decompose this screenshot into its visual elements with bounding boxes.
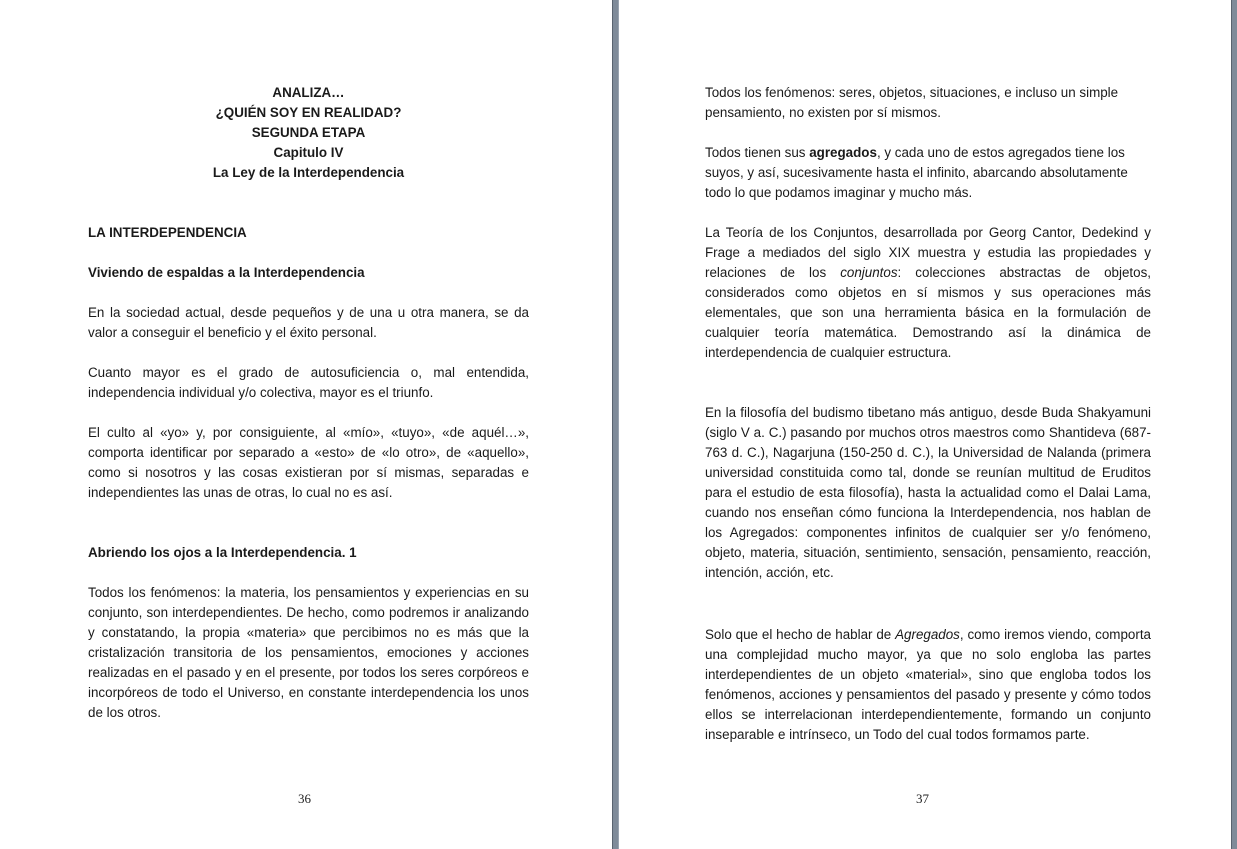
right-paragraph-3 [705, 223, 1151, 363]
paragraph-3: El culto al «yo» y, por consiguiente, al «mío», «tuyo», «de aquél…», comporta identificar por separado a «esto» de «lo otro», de «aquello», como si nosotros y las cosas existieran por sí mismas, separadas e independientes las unas de otras, lo cual no es así. [88, 425, 529, 500]
heading-line-5: La Ley de la Interdependencia [212, 165, 405, 180]
italic-term: conjuntos [840, 265, 898, 280]
right-paragraph-5 [705, 625, 1151, 745]
text-run: La Teoría de los Conjuntos, desarrollada por Georg Cantor, Dedekind y Frage a mediados del siglo XIX muestra y estudia las propiedades y relaciones de los [705, 225, 1151, 280]
heading-line-4: Capitulo IV [273, 145, 344, 160]
page-gutter [612, 0, 619, 849]
right-paragraph-1: Todos los fenómenos: seres, objetos, situaciones, e incluso un simple pensamiento, no existen por sí mismos. [705, 85, 1119, 120]
viewer-right-edge [1231, 0, 1237, 849]
page-left [0, 0, 612, 849]
heading-line-3: SEGUNDA ETAPA [251, 125, 366, 140]
text-run: Solo que el hecho de hablar de [705, 627, 896, 642]
page-right [619, 0, 1231, 849]
chapter-heading [88, 83, 529, 183]
bold-term: agregados [809, 145, 877, 160]
right-paragraph-4: En la filosofía del budismo tibetano más antiguo, desde Buda Shakyamuni (siglo V a. C.) pasando por muchos otros maestros como Shantideva (687-763 d. C.), Nagarjuna (150-250 d. C.), la Universidad de Nalanda (primera universidad constituida como tal, donde se reunían multitud de Eruditos para el estudio de esta filosofía), hasta la actualidad como el Dalai Lama, cuando nos enseñan cómo funciona la Interdependencia, nos hablan de los Agregados: componentes infinitos de cualquier ser y/o fenómeno, objeto, materia, situación, sentimiento, sensación, pensamiento, reacción, intención, acción, etc. [705, 405, 1151, 580]
text-run: Todos tienen sus [705, 145, 810, 160]
right-paragraph-2 [705, 143, 1151, 203]
page-number-right: 37 [916, 791, 929, 806]
paragraph-1: En la sociedad actual, desde pequeños y de una u otra manera, se da valor a conseguir el beneficio y el éxito personal. [88, 305, 529, 340]
text-run: : colecciones abstractas de objetos, considerados como objetos en sí mismos y sus operaciones más elementales, que son una herramienta básica en la formulación de cualquier teoría matemática. Demostrando así la dinámica de interdependencia de cualquier estructura. [705, 265, 1151, 360]
subtitle-1: Viviendo de espaldas a la Interdependencia [88, 265, 365, 280]
paragraph-2: Cuanto mayor es el grado de autosuficiencia o, mal entendida, independencia individual y/o colectiva, mayor es el triunfo. [88, 365, 529, 400]
page-number-left: 36 [298, 791, 311, 806]
section-title: LA INTERDEPENDENCIA [88, 225, 247, 240]
text-run: , como iremos viendo, comporta una complejidad mucho mayor, ya que no solo engloba las partes interdependientes de un objeto «material», sino que engloba todos los fenómenos, acciones y pensamientos del pasado y presente y cómo todos ellos se interrelacionan interdependientemente, formando un conjunto inseparable e intrínseco, un Todo del cual todos formamos parte. [705, 627, 1151, 742]
subtitle-2: Abriendo los ojos a la Interdependencia. 1 [88, 545, 357, 560]
paragraph-4: Todos los fenómenos: la materia, los pensamientos y experiencias en su conjunto, son interdependientes. De hecho, como podremos ir analizando y constatando, la propia «materia» que percibimos no es más que la cristalización transitoria de los pensamientos, emociones y acciones realizadas en el pasado y en el presente, por todos los seres corpóreos e incorpóreos de todo el Universo, en constante interdependencia los unos de los otros. [88, 585, 529, 720]
italic-term: Agregados [895, 627, 960, 642]
text-run: , y cada uno de estos agregados tiene los suyos, y así, sucesivamente hasta el infinito, abarcando absolutamente todo lo que podamos imaginar y mucho más. [705, 145, 1128, 200]
heading-line-2: ¿QUIÉN SOY EN REALIDAD? [215, 105, 402, 120]
heading-line-1: ANALIZA… [272, 85, 345, 100]
